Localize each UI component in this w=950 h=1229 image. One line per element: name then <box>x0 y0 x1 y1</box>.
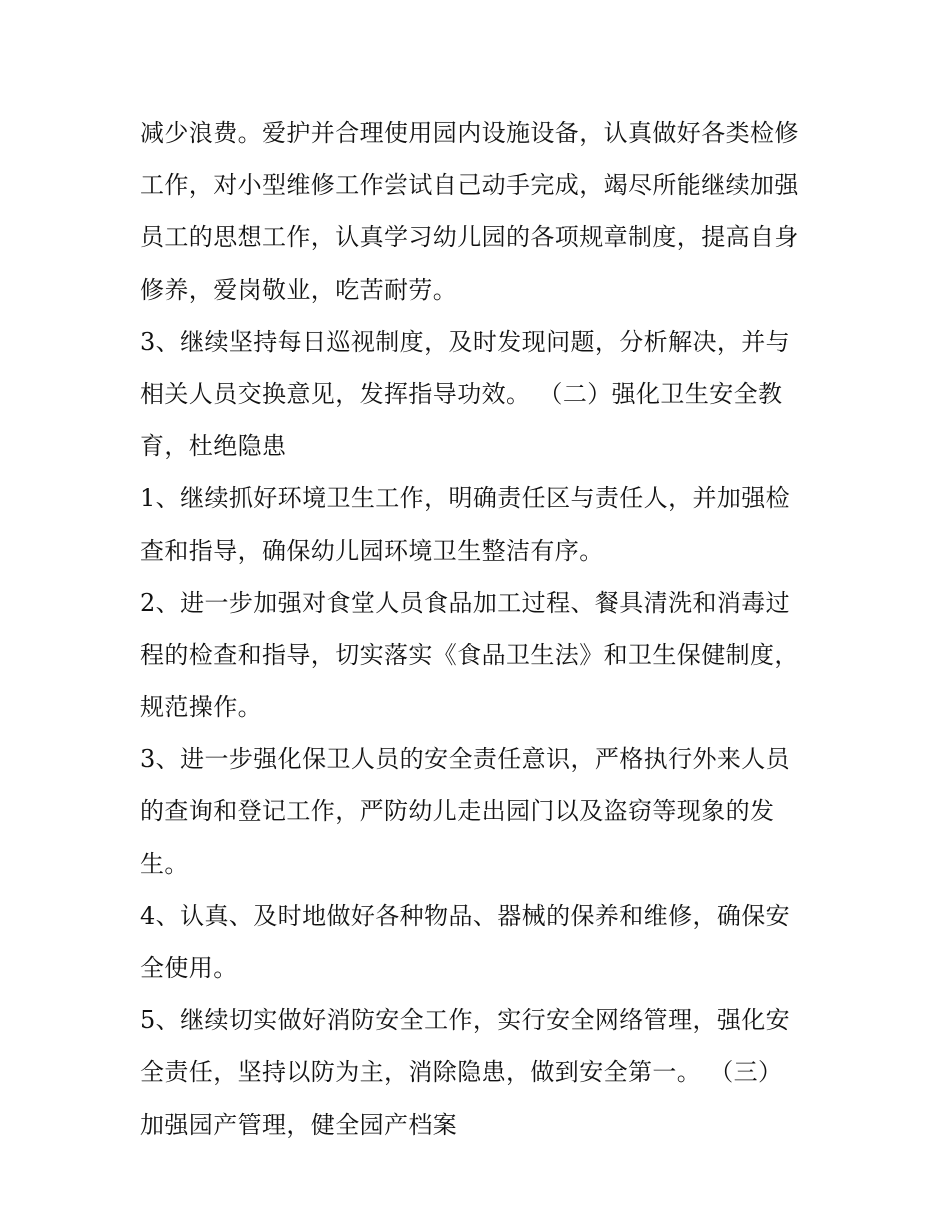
text-line: 加强园产管理，健全园产档案 <box>140 1110 458 1139</box>
text-line: 1、继续抓好环境卫生工作，明确责任区与责任人，并加强检 <box>140 484 791 513</box>
text-line: 2、进一步加强对食堂人员食品加工过程、餐具清洗和消毒过 <box>140 588 791 617</box>
text-line: 减少浪费。爱护并合理使用园内设施设备，认真做好各类检修 <box>140 119 799 147</box>
text-line: 全使用。 <box>140 954 238 982</box>
text-line: 相关人员交换意见，发挥指导功效。 （二）强化卫生安全教 <box>140 379 783 408</box>
text-line: 的查询和登记工作，严防幼儿走出园门以及盗窃等现象的发 <box>140 797 775 826</box>
text-line: 5、继续切实做好消防安全工作，实行安全网络管理，强化安 <box>140 1006 791 1035</box>
text-line: 育，杜绝隐患 <box>140 432 287 461</box>
text-line: 查和指导，确保幼儿园环境卫生整洁有序。 <box>140 536 604 565</box>
text-line: 工作，对小型维修工作尝试自己动手完成，竭尽所能继续加强 <box>140 171 799 200</box>
document-body <box>140 107 812 1151</box>
text-line: 生。 <box>140 849 189 878</box>
text-line: 规范操作。 <box>140 693 262 722</box>
text-line: 4、认真、及时地做好各种物品、器械的保养和维修，确保安 <box>140 901 791 930</box>
text-line: 全责任，坚持以防为主，消除隐患，做到安全第一。 （三） <box>140 1058 783 1087</box>
text-line: 3、进一步强化保卫人员的安全责任意识，严格执行外来人员 <box>140 745 791 774</box>
text-line: 修养，爱岗敬业，吃苦耐劳。 <box>140 275 458 304</box>
text-line: 3、继续坚持每日巡视制度，及时发现问题，分析解决，并与 <box>140 327 791 356</box>
text-line: 程的检查和指导，切实落实《食品卫生法》和卫生保健制度， <box>140 640 799 669</box>
text-line: 员工的思想工作，认真学习幼儿园的各项规章制度，提高自身 <box>140 223 799 252</box>
